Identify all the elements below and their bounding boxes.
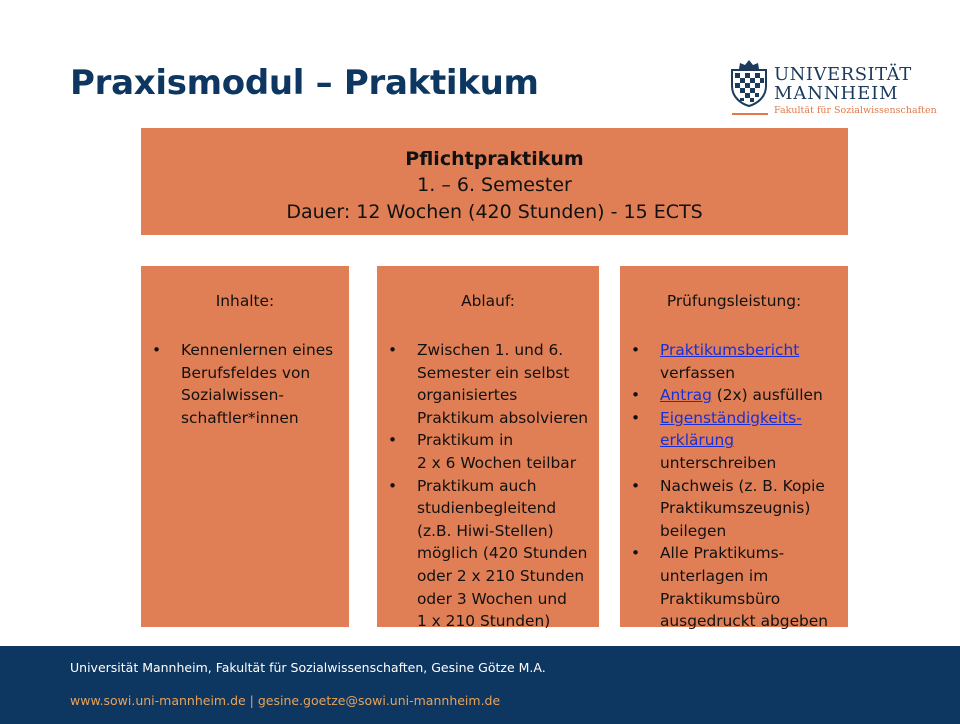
list-item-text: unterlagen im [660, 566, 769, 585]
pruefungsleistung-heading: Prüfungsleistung: [666, 292, 802, 310]
list-item-text: Praktikumszeugnis) [660, 499, 811, 518]
university-logo [726, 58, 938, 120]
bullet-icon: • [388, 341, 398, 359]
bullet-icon: • [631, 408, 641, 427]
list-item-text: Semester ein selbst [417, 363, 570, 382]
list-item-text: Sozialwissen- [181, 386, 284, 405]
list-item-text: verfassen [660, 363, 736, 382]
duration-info: Dauer: 12 Wochen (420 Stunden) - 15 ECTS [286, 201, 703, 223]
list-item [377, 339, 599, 429]
list-item-text: Praktikum absolvieren [417, 408, 589, 427]
bullet-icon: • [631, 544, 641, 563]
antrag-link[interactable]: Antrag [660, 386, 712, 405]
bullet-icon: • [388, 431, 398, 450]
footer-links[interactable]: www.sowi.uni-mannheim.de | gesine.goetze@sowi.uni-mannheim.de [70, 693, 501, 708]
ablauf-heading: Ablauf: [461, 292, 515, 310]
footer-bar [0, 646, 960, 724]
list-item-text: unterschreiben [660, 453, 777, 472]
list-item-text: möglich (420 Stunden [417, 544, 588, 563]
ablauf-box [377, 266, 599, 631]
ablauf-list [377, 339, 599, 633]
list-item-text: oder 3 Wochen und [417, 589, 567, 608]
list-item [377, 475, 599, 633]
university-seal-icon [726, 58, 772, 108]
list-item-text: Alle Praktikums- [660, 544, 785, 563]
list-item-text: organisiertes [417, 386, 518, 405]
list-item [620, 339, 848, 384]
logo-word-mannheim: MANNHEIM [774, 83, 899, 104]
list-item-text: Nachweis (z. B. Kopie [660, 476, 825, 495]
logo-word-universitaet: UNIVERSITÄT [774, 64, 912, 85]
praktikumsbericht-link[interactable]: Praktikumsbericht [660, 341, 800, 359]
list-item-text: Kennenlernen eines [181, 341, 334, 359]
slide-title: Praxismodul – Praktikum [70, 63, 539, 103]
bullet-icon: • [631, 386, 641, 405]
list-item-text: Praktikum auch [417, 476, 537, 495]
eigenstaendigkeitserklaerung-link[interactable]: Eigenständigkeits- [660, 408, 802, 427]
inhalte-box [141, 266, 349, 627]
inhalte-list [141, 339, 349, 429]
pflichtpraktikum-heading: Pflichtpraktikum [405, 148, 584, 170]
eigenstaendigkeitserklaerung-link-part2[interactable]: erklärung [660, 431, 735, 450]
list-item-text: beilegen [660, 521, 727, 540]
list-item [141, 339, 349, 429]
semester-range: 1. – 6. Semester [417, 174, 572, 196]
bullet-icon: • [152, 341, 162, 359]
list-item-text: Praktikum in [417, 431, 514, 450]
list-item-text: 1 x 210 Stunden) [417, 612, 551, 631]
list-item-text: oder 2 x 210 Stunden [417, 566, 585, 585]
logo-underline [732, 113, 768, 115]
footer-credit: Universität Mannheim, Fakultät für Sozialwissenschaften, Gesine Götze M.A. [70, 660, 546, 675]
list-item-text: 2 x 6 Wochen teilbar [417, 453, 577, 472]
bullet-icon: • [631, 341, 641, 359]
list-item-text: (z.B. Hiwi-Stellen) [417, 521, 554, 540]
list-item-text: Berufsfeldes von [181, 363, 311, 382]
list-item [620, 542, 848, 632]
list-item-text: Praktikumsbüro [660, 589, 781, 608]
inhalte-heading: Inhalte: [215, 292, 275, 310]
logo-faculty: Fakultät für Sozialwissenschaften [774, 105, 937, 116]
list-item-text: ausgedruckt abgeben [660, 612, 829, 631]
list-item [620, 407, 848, 475]
list-item [377, 429, 599, 474]
list-item [620, 384, 848, 407]
pflichtpraktikum-box [141, 128, 848, 235]
list-item [620, 475, 848, 543]
list-item-text: schaftler*innen [181, 408, 299, 427]
list-item-text: Zwischen 1. und 6. [417, 341, 564, 359]
pruefungsleistung-box [620, 266, 848, 631]
list-item-text: studienbegleitend [417, 499, 557, 518]
pruefungsleistung-list [620, 339, 848, 633]
bullet-icon: • [388, 476, 398, 495]
list-item-text: (2x) ausfüllen [711, 386, 823, 405]
bullet-icon: • [631, 476, 641, 495]
